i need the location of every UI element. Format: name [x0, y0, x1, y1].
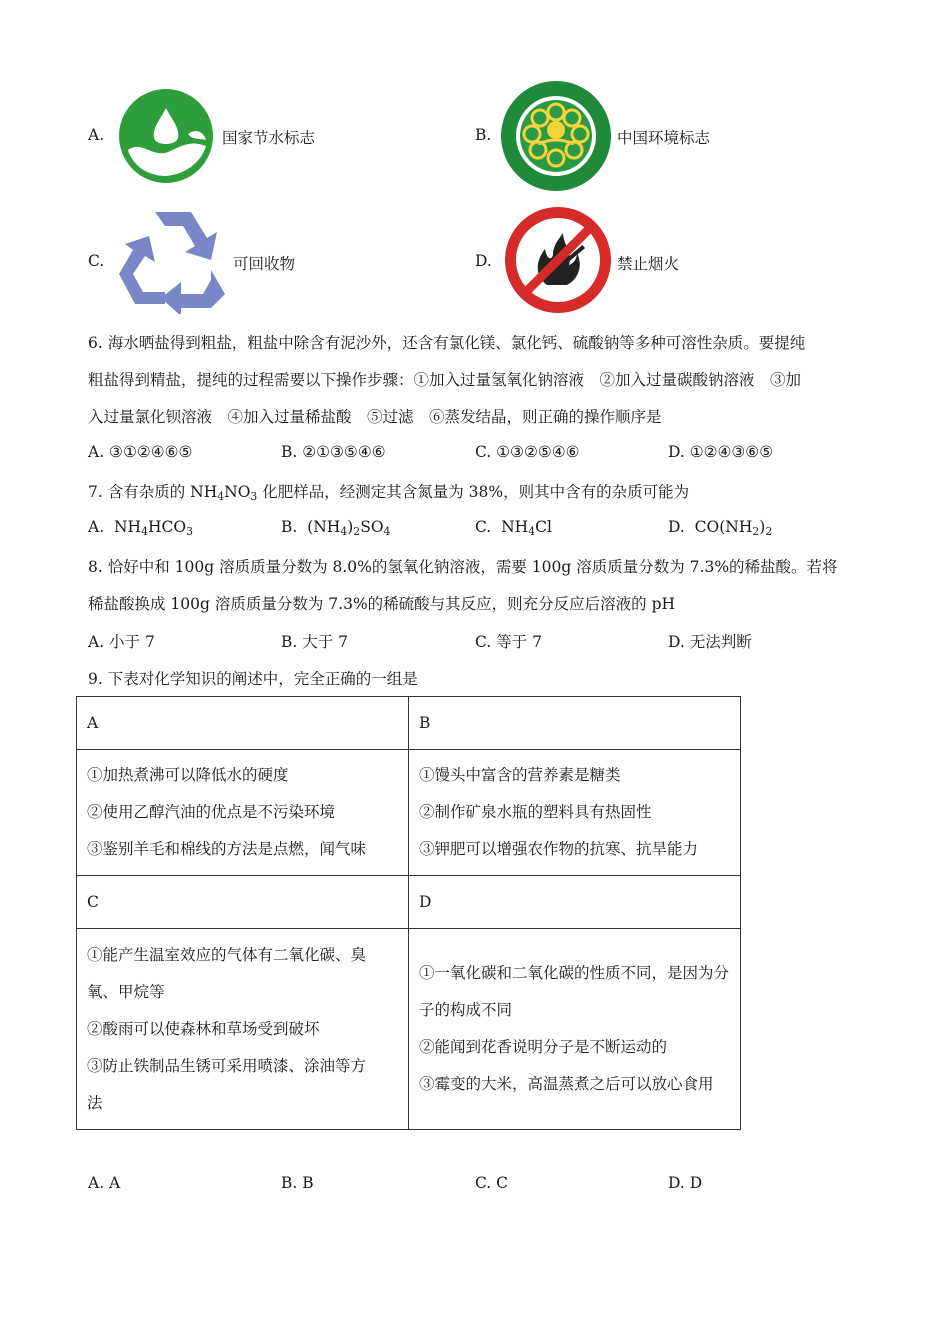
knowledge-table: [76, 696, 741, 1130]
water-saving-icon: [118, 88, 214, 184]
q7-option-c: C. $NH_4Cl$: [475, 518, 552, 538]
option-a-label: 国家节水标志: [222, 129, 316, 147]
q9-option-d: D. D: [668, 1174, 703, 1192]
q9-option-b: B. B: [281, 1174, 314, 1192]
environment-label-icon: [500, 80, 612, 192]
option-b-label: 中国环境标志: [617, 129, 711, 147]
q9-option-a: A. A: [88, 1174, 121, 1192]
option-d-label: 禁止烟火: [617, 255, 680, 273]
q6-option-a: A. ③①②④⑥⑤: [88, 443, 193, 461]
recycle-icon: [115, 208, 231, 314]
q6-stem-line-1: 6. 海水晒盐得到粗盐，粗盐中除含有泥沙外，还含有氯化镁、氯化钙、硫酸钠等多种可溶性杂质。要提纯: [88, 334, 806, 352]
q7-option-b: B. $(NH_4)_2SO_4$: [281, 518, 391, 538]
option-c-letter: C.: [88, 252, 105, 270]
table-cell-b: ①馒头中富含的营养素是糖类 ②制作矿泉水瓶的塑料具有热固性 ③钾肥可以增强农作物的抗寒、抗旱能力: [409, 750, 741, 876]
q8-option-b: B. 大于 7: [281, 633, 349, 651]
option-c-label: 可回收物: [233, 255, 296, 273]
no-fire-icon: [503, 205, 613, 315]
q6-stem-line-3: 入过量氯化钡溶液 ④加入过量稀盐酸 ⑤过滤 ⑥蒸发结晶，则正确的操作顺序是: [88, 408, 662, 426]
q8-stem-line-1: 8. 恰好中和 100g 溶质质量分数为 8.0%的氢氧化钠溶液，需要 100g 溶质质量分数为 7.3%的稀盐酸。若将: [88, 558, 838, 576]
q6-stem-line-2: 粗盐得到精盐，提纯的过程需要以下操作步骤：①加入过量氢氧化钠溶液 ②加入过量碳酸钠溶液 ③加: [88, 371, 802, 389]
table-header-a: A: [77, 697, 409, 750]
table-cell-a: ①加热煮沸可以降低水的硬度 ②使用乙醇汽油的优点是不污染环境 ③鉴别羊毛和棉线的方法是点燃，闻气味: [77, 750, 409, 876]
option-b-letter: B.: [475, 126, 492, 144]
q9-stem: 9. 下表对化学知识的阐述中，完全正确的一组是: [88, 670, 418, 688]
option-d-letter: D.: [475, 252, 492, 270]
table-header-d: D: [409, 876, 741, 929]
q7-option-d: D. $CO(NH_2)_2$: [668, 518, 773, 538]
q7-option-a: A. $NH_4HCO_3$: [88, 518, 193, 538]
table-cell-d: ①一氧化碳和二氧化碳的性质不同，是因为分 子的构成不同 ②能闻到花香说明分子是不断运动的 ③霉变的大米，高温蒸煮之后可以放心食用: [409, 929, 741, 1130]
q8-option-c: C. 等于 7: [475, 633, 542, 651]
q8-option-a: A. 小于 7: [88, 633, 155, 651]
q9-option-c: C. C: [475, 1174, 509, 1192]
q6-option-c: C. ①③②⑤④⑥: [475, 443, 580, 461]
q6-option-b: B. ②①③⑤④⑥: [281, 443, 386, 461]
table-cell-c: ①能产生温室效应的气体有二氧化碳、臭 氧、甲烷等 ②酸雨可以使森林和草场受到破坏 ③防止铁制品生锈可采用喷漆、涂油等方 法: [77, 929, 409, 1130]
q6-option-d: D. ①②④③⑥⑤: [668, 443, 774, 461]
table-header-c: C: [77, 876, 409, 929]
q8-option-d: D. 无法判断: [668, 633, 752, 651]
table-header-b: B: [409, 697, 741, 750]
q7-stem: 7. 含有杂质的 $NH_4NO_3$ 化肥样品，经测定其含氮量为 38%，则其中含有的杂质可能为: [88, 483, 690, 503]
option-a-letter: A.: [88, 126, 105, 144]
q8-stem-line-2: 稀盐酸换成 100g 溶质质量分数为 7.3%的稀硫酸与其反应，则充分反应后溶液的 pH: [88, 595, 676, 613]
